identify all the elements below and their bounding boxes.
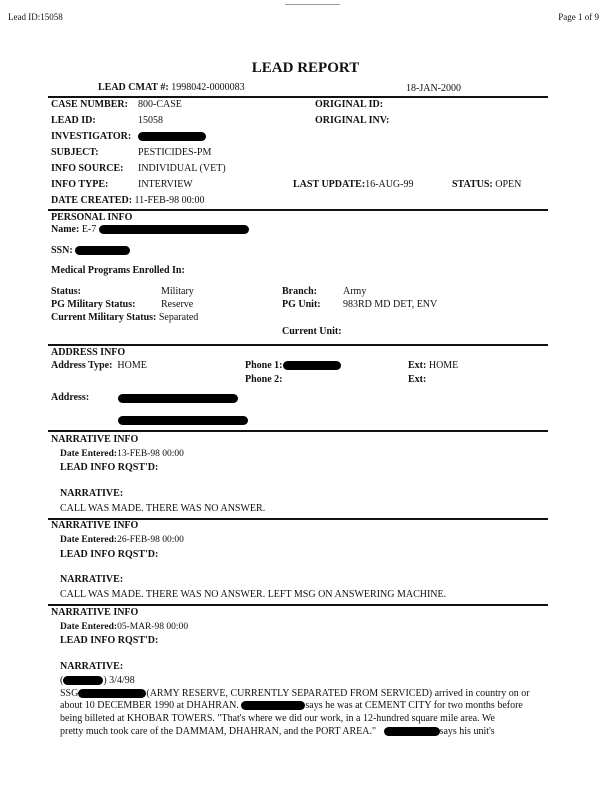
narrative-text: pretty much took care of the DAMMAM, DHAHRAN, and the PORT AREA." xyxy=(60,726,377,737)
narrative-text: says his unit's xyxy=(439,726,495,737)
cmat-value: 1998042-0000083 xyxy=(171,82,245,93)
date-entered: 26-FEB-98 00:00 xyxy=(117,535,184,545)
lead-info-label: LEAD INFO RQST'D: xyxy=(60,635,159,646)
info-source: INDIVIDUAL (VET) xyxy=(138,163,226,174)
cmat-label: LEAD CMAT #: xyxy=(98,82,169,93)
page-number: Page 1 of 9 xyxy=(558,12,599,22)
redaction xyxy=(138,132,206,141)
last-update: 16-AUG-99 xyxy=(365,179,414,190)
medical-programs-label: Medical Programs Enrolled In: xyxy=(51,265,185,276)
divider xyxy=(48,96,548,98)
subject-label: SUBJECT: xyxy=(51,147,99,158)
date-created-label: DATE CREATED: xyxy=(51,195,133,206)
ssn-label: SSN: xyxy=(51,245,73,256)
original-id-label: ORIGINAL ID: xyxy=(315,99,384,110)
status-badge: OPEN xyxy=(495,179,522,190)
info-type: INTERVIEW xyxy=(138,179,193,190)
narrative-label: NARRATIVE: xyxy=(60,488,124,499)
narrative-line: ) 3/4/98 xyxy=(103,675,135,686)
section-heading: NARRATIVE INFO xyxy=(51,520,139,531)
info-source-label: INFO SOURCE: xyxy=(51,163,124,174)
date-created: 11-FEB-98 00:00 xyxy=(134,195,205,206)
redaction xyxy=(241,701,305,710)
status-label: STATUS: xyxy=(452,179,493,190)
pg-status-label: PG Military Status: xyxy=(51,299,136,310)
name-prefix: E-7 xyxy=(81,224,97,235)
lead-id-label: LEAD ID: xyxy=(51,115,96,126)
redaction xyxy=(118,416,248,425)
section-heading: NARRATIVE INFO xyxy=(51,434,139,445)
scan-line xyxy=(285,4,340,5)
redaction xyxy=(118,394,238,403)
divider xyxy=(48,430,548,432)
lead-info-label: LEAD INFO RQST'D: xyxy=(60,549,159,560)
original-inv-label: ORIGINAL INV: xyxy=(315,115,390,126)
pg-unit-label: PG Unit: xyxy=(282,299,321,310)
narrative-text: (ARMY RESERVE, CURRENTLY SEPARATED FROM SERVICED) arrived in country on or xyxy=(146,688,530,699)
narrative-text: says he was at CEMENT CITY for two months before xyxy=(305,700,523,711)
status-label: Status: xyxy=(51,286,82,297)
redaction xyxy=(384,727,440,736)
narrative-text: CALL WAS MADE. THERE WAS NO ANSWER. LEFT MSG ON ANSWERING MACHINE. xyxy=(60,589,447,600)
page-title: LEAD REPORT xyxy=(251,60,360,76)
narrative-text: CALL WAS MADE. THERE WAS NO ANSWER. xyxy=(60,503,266,514)
document-page: Lead ID:15058 Page 1 of 9 LEAD REPORT LEAD CMAT #: 1998042-0000083 18-JAN-2000 CASE NUMBER: 800-CASE ORIGINAL ID: LEAD ID: 15058 ORIGINAL INV: INVESTIGATOR: SUBJECT: PESTICIDES-PM INFO SOURCE: INDIVIDUAL (VET) INFO TYPE: INTERVIEW LAST UPDATE:16-AUG-99 STATUS: OPEN DATE CREATED: 11-FEB-98 00:00 PERSONAL INFO Name: E-7 SSN: Medical Programs Enrolled In: Status: Military PG Military Status: Reserve Current Military Status: Separated Branch: Army PG Unit: 983RD MD DET, ENV Current Unit: ADDRESS INFO Address Type: HOME Phone 1: Phone 2: Ext: HOME Ext: Address: NARRATIVE INFO Date Entered:13-FEB-98 00:00 LEAD INFO RQST'D: NARRATIVE: CALL WAS MADE. THERE WAS NO ANSWER. NARRATIVE INFO Date Entered:26-FEB-98 00:00 LEAD INFO RQST'D: NARRATIVE: CALL WAS MADE. THERE WAS NO ANSWER. LEFT MSG ON ANSWERING MACHINE. NARRATIVE INFO Date Entered:05-MAR-98 00:00 LEAD INFO RQST'D: NARRATIVE: ( ) 3/4/98 SSG (ARMY RESERVE, CURRENTLY SEPARATED FROM SERVICED) arrived in country on or about 10 DECEMBER 1990 at DHAHRAN. says he was at CEMENT CITY for two months before being billeted at KHOBAR TOWERS. "That's where we did our work, in a 12-hundred square mile area. We pretty much took care of the DAMMAM, DHAHRAN, and the PORT AREA." says his unit's xyxy=(0,0,611,792)
section-heading: NARRATIVE INFO xyxy=(51,607,139,618)
divider xyxy=(48,604,548,606)
subject: PESTICIDES-PM xyxy=(138,147,212,158)
lead-id: 15058 xyxy=(138,115,163,126)
info-type-label: INFO TYPE: xyxy=(51,179,109,190)
header-lead-id: Lead ID:15058 xyxy=(8,12,63,22)
date-entered-label: Date Entered: xyxy=(60,449,118,459)
section-heading: ADDRESS INFO xyxy=(51,347,126,358)
redaction xyxy=(283,361,341,370)
divider xyxy=(48,209,548,211)
date-entered: 13-FEB-98 00:00 xyxy=(117,449,184,459)
case-number: 800-CASE xyxy=(138,99,182,110)
branch-label: Branch: xyxy=(282,286,317,297)
name-label: Name: xyxy=(51,224,80,235)
redaction xyxy=(99,225,249,234)
military-status: Military xyxy=(161,286,194,297)
narrative-text: being billeted at KHOBAR TOWERS. "That's where we did our work, in a 12-hundred square mile area. We xyxy=(60,713,495,724)
phone2-label: Phone 2: xyxy=(245,374,283,385)
pg-unit: 983RD MD DET, ENV xyxy=(343,299,438,310)
address-type: HOME xyxy=(117,360,147,371)
case-number-label: CASE NUMBER: xyxy=(51,99,128,110)
investigator-label: INVESTIGATOR: xyxy=(51,131,132,142)
divider xyxy=(48,344,548,346)
pg-status: Reserve xyxy=(161,299,194,310)
section-heading: PERSONAL INFO xyxy=(51,212,133,223)
date-entered: 05-MAR-98 00:00 xyxy=(117,622,189,632)
address-label: Address: xyxy=(51,392,90,403)
branch: Army xyxy=(343,286,367,297)
ext-label: Ext: xyxy=(408,360,427,371)
current-status: Separated xyxy=(158,312,199,323)
current-unit-label: Current Unit: xyxy=(282,326,342,337)
redaction xyxy=(78,689,146,698)
narrative-label: NARRATIVE: xyxy=(60,574,124,585)
report-date: 18-JAN-2000 xyxy=(406,83,461,94)
lead-info-label: LEAD INFO RQST'D: xyxy=(60,462,159,473)
ext: HOME xyxy=(428,360,459,371)
phone1-label: Phone 1: xyxy=(245,360,283,371)
redaction xyxy=(63,676,103,685)
narrative-label: NARRATIVE: xyxy=(60,661,124,672)
date-entered-label: Date Entered: xyxy=(60,535,118,545)
narrative-text: about 10 DECEMBER 1990 at DHAHRAN. xyxy=(60,700,239,711)
date-entered-label: Date Entered: xyxy=(60,622,118,632)
address-type-label: Address Type: xyxy=(51,360,113,371)
last-update-label: LAST UPDATE: xyxy=(293,179,366,190)
narrative-text: SSG xyxy=(60,688,79,699)
ext2-label: Ext: xyxy=(408,374,427,385)
current-status-label: Current Military Status: xyxy=(51,312,157,323)
redaction xyxy=(75,246,130,255)
